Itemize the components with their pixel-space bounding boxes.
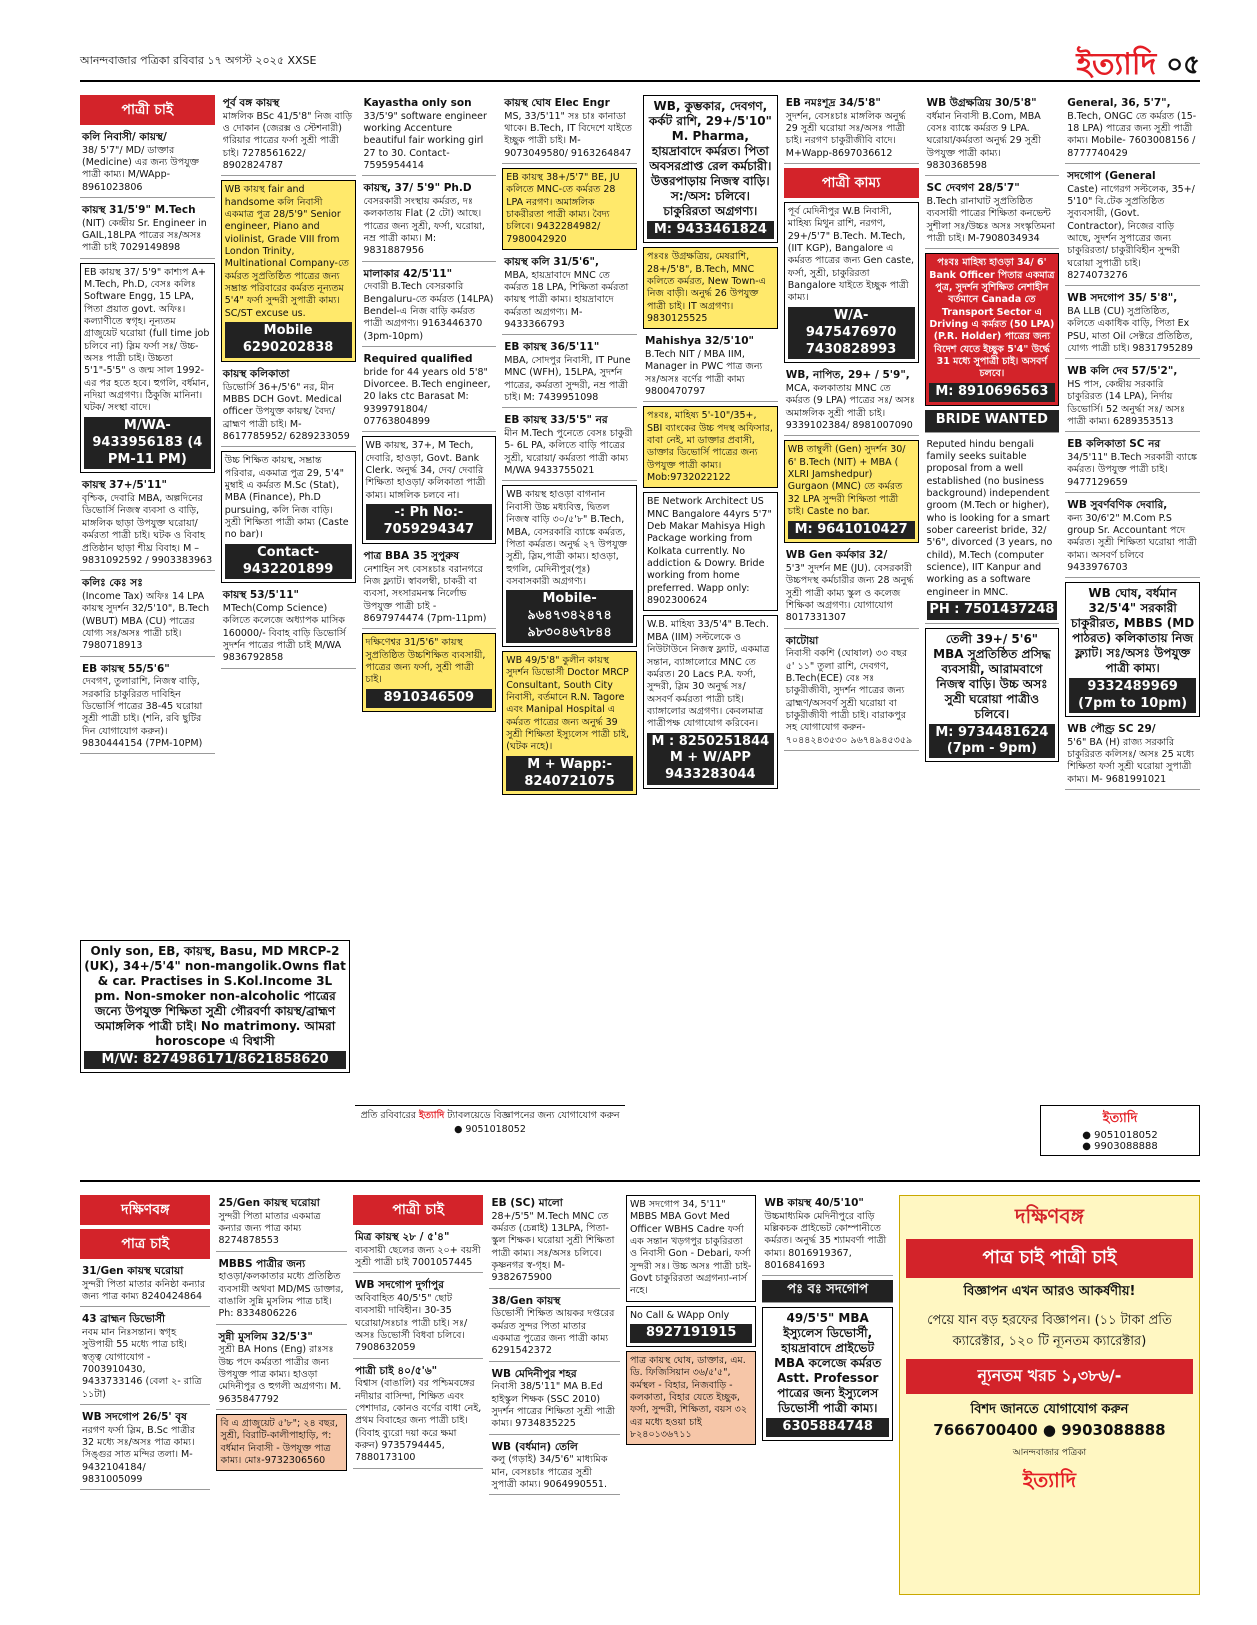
classified-ad bbox=[925, 437, 1060, 624]
ad-heading: Mahishya 32/5'10" bbox=[645, 335, 754, 348]
classified-ad bbox=[502, 485, 637, 646]
ad-text: মীন M.Tech পুনেতে বেসঃ চাকুরী 5- 6L PA, কলিতে বাড়ি পাত্রের সুশ্রী, ঘরোয়া/ কর্মরতা পাত্রী কাম্য M/WA 9433755021 bbox=[504, 428, 633, 477]
ad-text: 5'3" সুদর্শন ME (JU). বেসরকারী উচ্চপদস্থ কর্মচারীর জন্য 28 অনুর্দ্ধ সুশ্রী পাত্রী কাম্য স্কুল ও কলেজ শিক্ষিকা অগ্রগণ্য। যোগাযোগ 8017331307 bbox=[785, 563, 914, 624]
ad-text: সুন্দরী পিতা মাতার কনিষ্ঠা কন্যার জন্য পাত্র কাম্য 8240424864 bbox=[82, 1278, 206, 1302]
ad-heading: General, 36, 5'7", bbox=[1067, 97, 1171, 109]
ad-text: অবিবাহিত 40/5'5" ছোট ব্যবসায়ী দাবিহীন। 30-35 ঘরোয়া/সঃচাঃ পাত্রী চাই। সঃ/অসঃ ডিভোর্সী বিধবা চলিবে। 7908632059 bbox=[354, 1292, 468, 1354]
classified-ad bbox=[1065, 721, 1200, 790]
classified-ad bbox=[784, 547, 919, 628]
ad-heading: WB কলি দেব 57/5'2", bbox=[1067, 365, 1178, 378]
classified-ad bbox=[362, 95, 497, 176]
ad-text: WB, কুম্ভকার, দেবগণ, কর্কট রাশি, 29+/5'10" M. Pharma, হায়দ্রাবাদে কর্মরত। পিতা অবসরপ্রাপ্ত রেল কর্মচারী। উত্তরপাড়ায় নিজস্ব বাড়ি। স:/অস: চলিবে। চাকুরিরতা অগ্রগণ্য। bbox=[648, 99, 772, 218]
ad-heading: 43 ব্রাহ্মন ডিভোর্সী bbox=[82, 1313, 165, 1326]
section-divider bbox=[80, 1180, 1200, 1182]
ad-text: সুদর্শন, বেসঃচাঃ মাঙ্গলিক অনুর্দ্ধ 29 সুশ্রী ঘরোয়া সঃ/অসঃ পাত্রী চাই। নরগণ চাকুরীজীবি বাদে। M+Wapp-8697036612 bbox=[785, 110, 906, 159]
promo-banner: পাত্র চাই পাত্রী চাই bbox=[906, 1239, 1193, 1278]
ad-text: WB তাম্বুলী (Gen) সুদর্শন 30/ 6' B.Tech (NIT) + MBA ( XLRI Jamshedpur) Gurgaon (MNC) তে কর্মরত 32 LPA সুন্দরী শিক্ষিতা পাত্রী চাই। Caste no bar. bbox=[787, 444, 906, 518]
ad-heading: EB কলিকাতা SC নর bbox=[1067, 438, 1161, 451]
promo-logo-small: আনন্দবাজার পত্রিকা bbox=[1012, 1448, 1087, 1458]
section-tag: পাত্রী চাই bbox=[353, 1195, 483, 1225]
ad-text: bride for 44 years old 5'8" Divorcee. B.Tech engineer, 20 laks ctc Barasat M: 9399791804/ 07763804899 bbox=[363, 366, 491, 428]
ad-text: দেবগণ, তুলারাশি, নিজস্ব বাড়ি, সরকারি চাকুরিরত দাবিহিন ডিভোর্সি পাত্রের 38-45 ঘরোয়া সুশ্রী পাত্রী চাই। (শনি, রবি ছুটির দিন যোগাযোগ করুন)। 9830444154 (7PM-10PM) bbox=[82, 676, 203, 749]
ad-heading: WB, নাপিত, 29+ / 5'9", bbox=[785, 369, 910, 382]
classified-ad bbox=[80, 940, 350, 1073]
ad-phone: 8927191915 bbox=[630, 1324, 752, 1343]
column bbox=[1065, 95, 1200, 1165]
column bbox=[502, 95, 637, 1165]
advert-note bbox=[355, 1105, 625, 1135]
classified-ad bbox=[626, 1195, 756, 1302]
section-tag: পাত্রী চাই bbox=[80, 95, 215, 125]
ad-heading: কায়স্থ, 37/ 5'9" Ph.D bbox=[363, 182, 472, 195]
classified-ad bbox=[643, 492, 778, 611]
promo-body: পেয়ে যান বড় হরফের বিজ্ঞাপন। (১১ টাকা প্রতি ক্যারেক্টার, ১২০ টি ন্যূনতম ক্যারেক্টার) bbox=[927, 1313, 1172, 1349]
classified-ad bbox=[1065, 436, 1200, 493]
ad-text: নেশাহিন সৎ বেসঃচাঃ বরানগরে নিজ ফ্ল্যাট। স্বাবলম্বী, চাকরী বা ব্যবসা, সংসারমনস্ক নির্লোভ উপযুক্ত পাত্রী চাই - 8697974474 (7pm-11pm) bbox=[363, 563, 487, 624]
ad-text: 5'6" BA (H) রাজ্য সরকারি চাকুরিরত কলিসঃ/ অসঃ 25 মধ্যে শিক্ষিতা ফর্সা সুশ্রী ঘরোয়া সুপাত্রী কাম্য। M- 9681991021 bbox=[1067, 736, 1194, 785]
ad-heading: EB কায়স্থ 55/5'6" bbox=[82, 662, 170, 675]
column bbox=[362, 95, 497, 1165]
classified-ad bbox=[221, 366, 356, 447]
ad-heading: EB (SC) মালো bbox=[491, 1197, 563, 1209]
ad-text: কন্য 30/6'2" M.Com P.S group Sr. Accountant পদে কর্মরত। সুশ্রী শিক্ষিতা ঘরোয়া পাত্রী কাম্য। অসবর্ণ চলিবে 9433976703 bbox=[1067, 512, 1197, 574]
classified-ad bbox=[80, 575, 215, 656]
classified-ad bbox=[502, 168, 637, 250]
ad-phone: Contact- 9432201899 bbox=[225, 544, 352, 580]
wide-ad-container bbox=[80, 940, 350, 1073]
bottom-section bbox=[80, 1195, 1200, 1595]
masthead-rule bbox=[80, 80, 1200, 82]
classified-ad bbox=[643, 615, 778, 789]
itadi-brand: ইত্যাদি bbox=[1102, 1111, 1138, 1126]
ad-heading: কায়স্থ 53/5'11" bbox=[222, 589, 299, 602]
ad-text: ডিভোর্সি 36+/5'6" নর, মীন MBBS DCH Govt. Medical officer উপযুক্ত কায়স্থ/ বৈদ্য/ ব্রাহ্মণ পাত্রী চাই। M- 8617785952/ 6289233059 bbox=[222, 381, 350, 442]
ad-heading: WB কায়স্থ 40/5'10" bbox=[764, 1197, 864, 1209]
ad-text: EB কায়স্থ 37/ 5'9" কাশ্যপ A+ M.Tech, Ph.D, বেসঃ কলিঃ Software Engg, 15 LPA, পিতা প্রয়াত govt. অফিঃ। কল্যাণীতে স্বগৃহ। নূন্যতম গ্রাজুয়েট ঘরোয়া (full time job চলিবে না) স্লিম ফর্সা সঃ/ উচ্চ-অসঃ পাত্রী চাই। উচ্চতা 5'1"-5'5" ও জন্ম সাল 1992-এর পর হতে হবে। হুগলি, বর্ধমান, নদিয়া অগ্রগণ্য। ঠিকুজি মানিনা। ঘটক/ সংস্থা বাদে। bbox=[84, 266, 210, 414]
classified-ad bbox=[353, 1229, 483, 1273]
ad-text: BA LLB (CU) সুপ্রতিষ্ঠিত, কলিতে একাধিক বাড়ি, পিতা Ex PSU, মাতা Oil সেক্টরে প্রতিষ্ঠিত, যোগ্য পাত্রী চাই। 9831795289 bbox=[1067, 306, 1193, 355]
ad-text: MCA, কলকাতায় MNC তে কর্মরত (9 LPA) পাত্রের সঃ/ অসঃ অমাঙ্গলিক সুশ্রী পাত্রী চাই। 9339102384/ 8981007090 bbox=[785, 383, 915, 432]
promo-title: দক্ষিণবঙ্গ bbox=[1014, 1204, 1084, 1228]
masthead-brand-group bbox=[1076, 40, 1200, 91]
ad-text: বৃশ্চিক, দেবারি MBA, অল্পদিনের ডিভোর্সি নিজস্ব ব্যবসা ও বাড়ি, মাঙ্গলিক ছাড়া উপযুক্ত ঘরোয়া/ কর্মরতা পাত্রী চাই। ঘটক ও বিবাহ প্রতিষ্ঠান ছাড়া শীঘ্র বিবাহ। M – 9831092592 / 9903383963 bbox=[82, 493, 213, 566]
ad-heading: WB Gen কর্মকার 32/ bbox=[785, 549, 888, 562]
ad-text: 38/ 5'7"/ MD/ ডাক্তার (Medicine) এর জন্য উপযুক্ত পাত্রী কাম্য। M/WApp- 8961023806 bbox=[82, 144, 199, 193]
ad-text: ব্যবসায়ী ছেলের জন্য ২০+ বয়সী সুশ্রী পাত্রী চাই 7001057445 bbox=[354, 1244, 481, 1268]
masthead-brand: ইত্যাদি bbox=[1076, 47, 1157, 82]
ad-text: উচ্চমাধ্যমিক মেদিনীপুরে বাড়ি মল্লিকচক প্রাইভেট কোম্পানীতে কর্মরত। অনুর্দ্ধ 35 শ্যামবর্ণা পাত্রী কাম্য। 8016919367, 8016841693 bbox=[764, 1210, 887, 1272]
ad-text: পঃবঃ উগ্রক্ষত্রিয়, মেষরাশি, 28+/5'8", B.Tech, MNC কলিতে কর্মরত, New Town-এ নিজ বাড়ী। অনুর্দ্ধ 26 উপযুক্ত পাত্রী চাই। IT অগ্রগণ্য। 9830125525 bbox=[647, 251, 766, 324]
ad-text: বেসরকারী সংস্থায় কর্মরত, দঃ কলকাতায় Flat (2 টো) আছে। পাত্রের জন্য সুশ্রী, ফর্সা, ঘরোয়া, নম্র পাত্রী কাম্য। M: 9831887956 bbox=[363, 196, 485, 257]
classified-ad bbox=[502, 651, 637, 796]
ad-heading: কায়স্থ 31/5'9" M.Tech bbox=[82, 204, 196, 217]
classified-ad bbox=[80, 129, 215, 198]
column bbox=[643, 95, 778, 1165]
ad-heading: কায়স্থ কলি 31/5'6", bbox=[504, 256, 599, 269]
classified-ad bbox=[489, 1366, 619, 1435]
ad-text: EB কায়স্থ 38+/5'7" BE, JU কলিতে MNC-তে কর্মরত 28 LPA নরগণ। অমাঙ্গলিক চাকরীরতা পাত্রী কাম্য। বৈদ্য চলিবে। 9432284982/ 7980042920 bbox=[506, 172, 620, 245]
classified-ad bbox=[626, 1351, 756, 1445]
classified-ad bbox=[221, 587, 356, 668]
section-tag: পঃ বঃ সদগোপ bbox=[762, 1280, 892, 1303]
classified-ad bbox=[643, 406, 778, 488]
promo-price: ন্যূনতম খরচ ১,৩৮৬/- bbox=[906, 1359, 1193, 1394]
ad-heading: সদগোপ (General bbox=[1067, 170, 1156, 183]
ad-heading: EB কায়স্থ 33/5'5" নর bbox=[504, 414, 608, 427]
ad-heading: Required qualified bbox=[363, 353, 473, 366]
ad-heading: পাত্রী চাই ৪০/৫'৬" bbox=[354, 1364, 438, 1377]
classified-ad bbox=[925, 180, 1060, 249]
ad-heading: WB সদগোপ 26/5' বৃষ bbox=[82, 1411, 187, 1424]
section-tag: পাত্রী কাম্য bbox=[784, 168, 919, 198]
column bbox=[925, 95, 1060, 1165]
classified-ad bbox=[762, 1307, 892, 1440]
ad-heading: WB পৌণ্ড্র SC 29/ bbox=[1067, 722, 1156, 735]
classified-ad bbox=[925, 628, 1060, 763]
classified-ad bbox=[362, 436, 497, 544]
classified-ad bbox=[1065, 497, 1200, 578]
classified-ad bbox=[784, 367, 919, 436]
ad-text: Reputed hindu bengali family seeks suitable proposal from a well established (no business background) independent groom (M.Tech or higher), who is looking for a smart sober careerist bride, 32/ 5'6", divorced (3 years, no child), M.Tech (computer science), IIT Kanpur and working as a software engineer in MNC. bbox=[926, 438, 1053, 598]
classified-ad bbox=[221, 180, 356, 362]
ad-text: সুন্দরী পিতা মাতার একমাত্র কন্যার জন্য পাত্র কাম্য 8274878553 bbox=[218, 1210, 321, 1247]
classified-ad bbox=[80, 1311, 210, 1405]
ad-text: পাত্র কায়স্থ ঘোষ, ডাক্তার, এম. ডি. ফিজিসিয়ান ৩৬/৫'৫", কর্মস্থল - বিহার, নিজবাড়ি - কলকাতা, বিহার যেতে ইচ্ছুক, ফর্সা, সুন্দরী, শিক্ষিতা, বয়স ৩২ এর মধ্যে হওয়া চাই ৮২৪০১৩৬৭১১ bbox=[629, 1354, 748, 1441]
ad-text: Caste) নাগেরগ সল্টলেক, 35+/ 5'10" বি.টেক সুপ্রতিষ্ঠিত সুব্যবসায়ী, (Govt. Contractor), নিজের বাড়ি আছে, সুদর্শন সুপাত্রের জন্য চাকুরিরতা/ চাকুরীবিহীন সুন্দরী ঘরোয়া সুপাত্রী চাই। 8274073276 bbox=[1067, 183, 1195, 282]
ad-text: 28+/5'5" M.Tech MNC তে কর্মরত (চেন্নাই) 13LPA, পিতা-স্কুল শিক্ষক। ঘরোয়া সুশ্রী শিক্ষিতা পাত্রী কাম্য। সঃ/অসঃ চলিবে। কৃষ্ণনগর স্ব-গৃহ। M- 9382675900 bbox=[491, 1210, 615, 1284]
note-brand: ইত্যাদি bbox=[418, 1110, 445, 1121]
ad-heading: কায়স্থ 37+/5'11" bbox=[82, 479, 168, 492]
ad-text: বর্ধমান নিবাসী B.Com, MBA বেসঃ ব্যাঙ্কে কর্মরত 9 LPA. ঘরোয়া/কর্মরতা অনুর্দ্ধ 29 সুশ্রী উপযুক্ত পাত্রী কাম্য। 9830368598 bbox=[926, 110, 1041, 172]
classified-ad bbox=[221, 95, 356, 176]
ad-text: BE Network Architect US MNC Bangalore 44yrs 5'7" Deb Makar Mahisya High Package working from Kolkata currently. No addiction & Dowry. Bride working from home preferred. Wapp only: 8902300624 bbox=[647, 496, 772, 607]
ad-text: Only son, EB, কায়স্থ, Basu, MD MRCP-2 (UK), 34+/5'4" non-mangolik.Owns flat & car. Practises in S.Kol.Income 3L pm. Non-smoker non-alcoholic পাত্রের জন্যে উপযুক্ত শিক্ষিতা সুশ্রী গৌরবর্ণা কায়স্থ/ব্রাহ্মণ অমাঙ্গলিক পাত্রী চাই। No matrimony. আমরা horoscope এ বিশ্বাসী bbox=[84, 944, 346, 1048]
ad-text: দক্ষিণেশ্বর 31/5'6" কায়স্থ সুপ্রতিষ্ঠিত উচ্চশিক্ষিত ব্যবসায়ী, পাত্রের জন্য ফর্সা, সুশ্রী পাত্রী চাই। bbox=[365, 637, 486, 686]
classified-ad bbox=[216, 1256, 346, 1325]
ad-text: কলু (গড়াই) 34/5'6" মাধ্যমিক মান, বেসঃচাঃ পাত্রের সুশ্রী সুপাত্রী কাম্য। 9064990551. bbox=[491, 1454, 608, 1491]
classified-ad bbox=[80, 477, 215, 571]
column bbox=[80, 1195, 210, 1595]
column bbox=[353, 1195, 483, 1595]
ad-phone: PH : 7501437248 bbox=[927, 601, 1058, 620]
ad-phone: M/WA-9433956183 (4 PM-11 PM) bbox=[84, 417, 211, 470]
classified-ad bbox=[80, 1409, 210, 1490]
section-tag: পাত্র চাই bbox=[80, 1229, 210, 1259]
ad-heading: কায়স্থ কলিকাতা bbox=[222, 367, 290, 380]
itadi-phone-2: ● 9903088888 bbox=[1082, 1141, 1158, 1152]
ad-text: MBA, সোদপুর নিবাসী, IT Pune MNC (WFH), 15LPA, সুদর্শন পাত্রের, কর্মরতা সুন্দরী, নম্র পাত্রী চাই। M: 7439951098 bbox=[504, 355, 631, 404]
ad-heading: WB মেদিনীপুর শহর bbox=[491, 1367, 577, 1380]
column bbox=[216, 1195, 346, 1595]
ad-text: মাঙ্গলিক BSc 41/5'8" নিজ বাড়ি ও দোকান (জেরক্স ও স্টেশনারী) গরিয়ার পাত্রের ফর্সা সুশ্রী পাত্রী চাই। 7278561622/ 8902824787 bbox=[222, 110, 352, 172]
ad-heading: WB (বর্ধমান) তেলি bbox=[491, 1440, 578, 1453]
ad-text: 34/5'11" B.Tech সরকারী ব্যাঙ্কে কর্মরত। উপযুক্ত পাত্রী চাই। 9477129659 bbox=[1067, 452, 1197, 488]
classified-ad bbox=[216, 1195, 346, 1252]
ad-text: MBA, হায়দ্রাবাদে MNC তে কর্মরত 18 LPA, শিক্ষিতা কর্মরতা কায়স্থ পাত্রী কাম্য। হায়দ্রাবাদে কর্মরতা অগ্রগণ্য। M-9433366793 bbox=[504, 269, 629, 331]
classified-ad bbox=[1065, 95, 1200, 164]
ad-text: বিশ্বাস (বাঙালি) বর পশ্চিমবঙ্গের নদীয়ার বাসিন্দা, শিক্ষিত এবং পেশাদার, কোনও বর্ণের বাধা নেই, প্রথম বিবাহের জন্য পাত্রী চাই। (বিবাহ ব্যুরো দয়া করে ক্ষমা করুন) 9735794445, 7880173100 bbox=[354, 1378, 482, 1464]
promo-logo: ইত্যাদি bbox=[1022, 1468, 1077, 1492]
classified-ad bbox=[362, 180, 497, 261]
ad-text: নিবাসী বকশি (ঘোষাল) ৩৩ বছর ৫' ১১" তুলা রাশি, দেবগণ, B.Tech(ECE) বেঃ সঃ চাকুরীজীবী, সুদর্শন পাত্রের জন্য ব্রাহ্মণ/অসবর্ণ সুশ্রী ঘরোয়া বা চাকুরীজীবী পাত্রী চাই। বারাকপুর সহ যোগাযোগ করুন- ৭০৪৪২৪৩৫৩০ ৯৬৭৪৯৪৫৩৫৯ bbox=[785, 648, 913, 746]
ad-phone: -: Ph No:- 7059294347 bbox=[366, 504, 493, 540]
classified-ad bbox=[80, 661, 215, 755]
ad-heading: EB নমঃশূদ্র 34/5'8" bbox=[785, 97, 881, 109]
classified-ad bbox=[362, 351, 497, 432]
ad-heading: WB সদগোপ দুর্গাপুর bbox=[354, 1279, 444, 1292]
classified-ad bbox=[925, 253, 1060, 405]
promo-contact: বিশদ জানতে যোগাযোগ করুন bbox=[970, 1402, 1129, 1417]
ad-text: WB সদগোপ 34, 5'11" MBBS MBA Govt Med Officer WBHS Cadre ফর্সা এক সন্তান খড়গপুর চাকুরিরতা ও নিবাসী Gon - Debari, ফর্সা সুন্দরী সঃ। উচ্চ অসঃ পাত্রী চাই- Govt চাকুরিরতা অগ্রগন্যা-নার্স নহে। bbox=[629, 1199, 752, 1297]
classified-ad bbox=[362, 266, 497, 347]
ad-text: ডিভোর্সী শিক্ষিত আয়কর দপ্তরের কর্মরত সুন্দর পিতা মাতার একমাত্র পুত্রের জন্য পাত্রী কাম্য 6291542372 bbox=[491, 1308, 615, 1357]
ad-text: নবম মান নিঃসন্তান। স্বগৃহ সুউপায়ী 55 মধ্যে পাত্র চাই। স্বত্ত্ব যোগাযোগ - 7003910430, 9433733146 (বেলা ২- রাত্রি ১১টা) bbox=[82, 1326, 202, 1400]
ad-text: পঃবঃ, মাহিষ্য 5'-10"/35+, SBI ব্যাংকের উচ্চ পদস্থ অফিসার, বাবা নেই, মা ডাক্তার প্রবাসী, ডাক্তার ডিভোর্সি পাত্রের জন্য উপযুক্ত পাত্রী কাম্য। Mob:9732022122 bbox=[647, 410, 773, 484]
classified-ad bbox=[221, 451, 356, 583]
ad-text: 33/5'9" software engineer working Accenture beautiful fair working girl 27 to 30. Contact- 7595954414 bbox=[363, 110, 487, 172]
ad-text: HS পাস, কেন্দ্রীয় সরকারি চাকুরিরত (14 LPA), নির্দায় ডিভোর্সি। 52 অনুর্দ্ধা সঃ/ অসঃ পাত্রী কাম্য। 6289353513 bbox=[1067, 379, 1185, 428]
itadi-contact-box bbox=[1040, 1105, 1200, 1156]
classified-ad bbox=[762, 1195, 892, 1276]
ad-text: হাওড়া/কলকাতার মধ্যে প্রতিষ্ঠিত ব্যবসায়ী অথবা MD/MS ডাক্তার, বাঙালি সুন্নি মুসলিম পাত্র চাই। Ph: 8334806226 bbox=[218, 1271, 344, 1320]
ad-heading: মিত্র কায়স্থ ২৮ / ৫'৪" bbox=[354, 1231, 450, 1243]
ad-text: (Income Tax) অফিঃ 14 LPA কায়স্থ সুদর্শন 32/5'10", B.Tech (WBUT) MBA (CU) পাত্রের যোগ্য সঃ/অসঃ পাত্রী চাই। 7980718913 bbox=[82, 590, 210, 652]
ad-text: দেবারী B.Tech বেসরকারি Bengaluru-তে কর্মরত (14LPA) Bendel-এ নিজ বাড়ি কর্মরত পাত্রী অগ্রগণ্য। 9163446370 (3pm-10pm) bbox=[363, 281, 494, 342]
page-number: ০৫ bbox=[1166, 49, 1200, 80]
ad-text: তেলী 39+/ 5'6" MBA সুপ্রতিষ্ঠিত প্রসিদ্ধ ব্যবসায়ী, আরামবাগে নিজস্ব বাড়ি। উচ্চ অসঃ সুশ্রী ঘরোয়া পাত্রীও চলিবে। bbox=[933, 631, 1051, 721]
note-pre: প্রতি রবিবারের bbox=[360, 1110, 416, 1121]
column bbox=[489, 1195, 619, 1595]
masthead-dateline: আনন্দবাজার পত্রিকা রবিবার ১৭ অগস্ট ২০২৫ XXSE bbox=[80, 54, 317, 67]
classified-ad bbox=[489, 1439, 619, 1496]
classified-ad bbox=[784, 202, 919, 363]
ad-heading: 31/Gen কায়স্থ ঘরোয়া bbox=[82, 1265, 184, 1277]
ad-heading: পূর্ব বঙ্গ কায়স্থ bbox=[222, 97, 280, 109]
ad-text: W.B. মাহিষ্য 33/5'4" B.Tech. MBA (IIM) সল্টলেকে ও নিউটাউনে নিজস্ব ফ্ল্যাট, একমাত্র সন্তান, ব্যাঙ্গালোরে MNC তে কর্মরত। 20 Lacs P.A. ফর্সা, সুন্দরী, স্লিম 30 অনুর্দ্ধ সঃ/ অসবর্ণ কর্মরতা পাত্রী চাই। ব্যাঙ্গালোর অগ্রগণ্য। কেবলমাত্র পাত্রীপক্ষ যোগাযোগ করিবেন। bbox=[647, 619, 770, 730]
ad-text: WB 49/5'8" কুলীন কায়স্থ সুদর্শন ডিভোর্সী Doctor MRCP Consultant, South City নিবাসী, বর্তমানে R.N. Tagore এবং Manipal Hospital এ কর্মরত পাত্রের জন্য অনুর্দ্ধ 39 সুশ্রী শিক্ষিতা ইস্যুলেস পাত্রী চাই, (ঘটক নহে)। bbox=[506, 654, 630, 753]
column bbox=[762, 1195, 892, 1595]
ad-text: WB কায়স্থ হাওড়া বাগনান নিবাসী উচ্চ মধ্যবিত্ত, দ্বিতল নিজস্ব বাড়ি ৩০/৫'৮" B.Tech, MBA, বেসরকারি ব্যাঙ্কে কর্মরত, পিতা কর্মরত। অনুর্দ্ধ ২৭ উপযুক্ত সুশ্রী, স্লিম,পাত্রী কাম্য। হাওড়া, হুগলি, মেদিনীপুর(পূঃ) বসবাসকারী অগ্রগণ্য। bbox=[506, 489, 627, 587]
ad-heading: MBBS পাত্রীর জন্য bbox=[218, 1257, 306, 1270]
classified-ad bbox=[489, 1195, 619, 1289]
classified-ad bbox=[502, 412, 637, 481]
ad-heading: কাটোয়া bbox=[785, 634, 819, 647]
classified-ad bbox=[353, 1363, 483, 1469]
ad-heading: কলি নিবাসী/ কায়স্থ/ bbox=[82, 131, 167, 143]
classified-ad bbox=[216, 1414, 346, 1471]
ad-text: WB ঘোষ, বর্ধমান 32/5'4" সরকারী চাকুরীরত, MBBS (MD পাঠরত) কলিকাতায় নিজ ফ্ল্যাট। সঃ/অসঃ উপযুক্ত পাত্রী কাম্য। bbox=[1071, 586, 1195, 676]
ad-phone: 6305884748 bbox=[766, 1418, 888, 1436]
ad-heading: WB সদগোপ 35/ 5'8", bbox=[1067, 292, 1178, 305]
classified-ad bbox=[80, 1263, 210, 1307]
classified-ad bbox=[643, 333, 778, 402]
ad-text: 49/5'5" MBA ইস্যুলেস ডিভোর্সী, হায়দ্রাবাদে প্রাইভেট MBA কলেজে কর্মরত Astt. Professor পাত্রের জন্য ইস্যুলেস ডিভোর্সী পাত্রী কাম্য। bbox=[774, 1311, 882, 1416]
column bbox=[784, 95, 919, 1165]
ad-text: নরগণ ফর্সা স্লিম, B.Sc পাত্রীর 32 মধ্যে সঃ/অসঃ পাত্র কাম্য। সিঙ্গুর সাত মন্দির তলা। M- 9432104184/ 9831005099 bbox=[82, 1424, 196, 1486]
ad-text: No Call & WApp Only bbox=[629, 1309, 730, 1321]
masthead bbox=[80, 40, 1200, 95]
itadi-phone-1: ● 9051018052 bbox=[1082, 1130, 1158, 1141]
ad-text: MS, 33/5'11" সঃ চাঃ কানাডা থাকে। B.Tech, IT বিদেশে যাইতে ইচ্ছুক পাত্রী চাই। M- 9073049580/ 9163264847 bbox=[504, 110, 632, 159]
classified-ad bbox=[362, 633, 497, 711]
ad-text: বি এ গ্রাজুয়েট ৫'৮"; ২৪ বছর, সুশ্রী, বিরাটি-কালীপাহাড়ি, প: বর্ধমান নিবাসী - উপযুক্ত পাত্র কাম্য। মোঃ-9732306560 bbox=[220, 1418, 338, 1467]
ad-phone: M : 8250251844 M + W/APP 9433283044 bbox=[647, 733, 774, 786]
ad-heading: WB সুবর্ণবণিক দেবারি, bbox=[1067, 499, 1168, 512]
ad-text: MTech(Comp Science) কলিতে কলেজে অধ্যাপক মাসিক 160000/- বিবাহ বাড়ি ডিভোর্সি সুদর্শন পাত্রের পাত্রী চাই M/WA 9836792858 bbox=[222, 603, 346, 664]
ad-heading: EB কায়স্থ 36/5'11" bbox=[504, 341, 600, 354]
classified-ad bbox=[626, 1306, 756, 1347]
promo-phones: 7666700400 ● 9903088888 bbox=[933, 1421, 1166, 1439]
classified-ad bbox=[502, 254, 637, 335]
note-post: ট্যাবলয়েডে বিজ্ঞাপনের জন্য যোগাযোগ করুন ● 9051018052 bbox=[447, 1110, 620, 1135]
ad-phone: Mobile 6290202838 bbox=[225, 322, 352, 358]
ad-phone: Mobile- ৯৬৪৭৩৪২৪৭৪ ৯৮৩০৪৬৭৮৪৪ bbox=[506, 590, 633, 643]
ad-heading: কলিঃ কেঃ সঃ bbox=[82, 577, 143, 590]
classified-ad bbox=[216, 1329, 346, 1410]
ad-heading: কায়স্থ ঘোষ Elec Engr bbox=[504, 97, 610, 109]
ad-text: নিবাসী 38/5'11" MA B.Ed হাইস্কুল শিক্ষক (SSC 2010) সুদর্শন পাত্রের শিক্ষিতা সুশ্রী পাত্রী কাম্য। 9734835225 bbox=[491, 1381, 616, 1430]
ad-text: পঃবঃ মাহিষ্য হাওড়া 34/ 6' Bank Officer পিতার একমাত্র পুত্র, সুদর্শন সুশিক্ষিত নেশাহীন বর্তমানে Canada তে Transport Sector এ Driving এ কর্মরত (50 LPA) (P.R. Holder) পাত্রের জন্য বিদেশ যেতে ইচ্ছুক 5'4" উর্দ্ধে 31 মধ্যে সুপাত্রী চাই। অসবর্ণ চলবে। bbox=[929, 257, 1055, 380]
ad-heading: Kayastha only son bbox=[363, 97, 472, 109]
ad-phone: M + Wapp:- 8240721075 bbox=[506, 756, 633, 792]
ad-text: B.Tech NIT / MBA IIM, Manager in PWC পাত্র জন্য সঃ/অসঃ বর্ণের পাত্রী কাম্য 9800470797 bbox=[645, 348, 763, 397]
ad-text: উচ্চ শিক্ষিত কায়স্থ, সম্ভ্রান্ত পরিবার, একমাত্র পুত্র 29, 5'4" মুম্বাই এ কর্মরত M.Sc (Stat), MBA (Finance), Ph.D pursuing, কলি নিজ বাড়ি। সুশ্রী শিক্ষিতা পাত্রী কাম্য (Caste no bar)। bbox=[224, 455, 349, 541]
classified-ad bbox=[502, 95, 637, 164]
classified-ad bbox=[784, 95, 919, 164]
ad-phone: 9332489969 (7pm to 10pm) bbox=[1069, 678, 1196, 713]
section-tag: BRIDE WANTED bbox=[925, 410, 1060, 433]
ad-phone: M: 8910696563 bbox=[929, 383, 1056, 402]
classified-ad bbox=[1065, 582, 1200, 717]
ad-phone: M: 9641010427 bbox=[788, 521, 915, 540]
classified-ad bbox=[1065, 290, 1200, 359]
promo-subtitle: বিজ্ঞাপন এখন আরও আকর্ষণীয়! bbox=[963, 1284, 1136, 1299]
ad-text: (NIT) কেন্দ্রীয় Sr. Engineer in GAIL,18LPA পাত্রের সঃ/অসঃ পাত্রী চাই 7029149898 bbox=[82, 217, 207, 254]
ad-phone: W/A- 9475476970 7430828993 bbox=[788, 307, 915, 360]
classified-ad bbox=[362, 548, 497, 629]
ad-text: সুশ্রী BA Hons (Eng) রাঃসঃ উচ্চ পদে কর্মরতা পাত্রীর জন্য উপযুক্ত পাত্র কাম্য। হাওড়া মেদিনীপুর ও হুগলী অগ্রগণ্য। M. 9635847792 bbox=[218, 1344, 342, 1405]
classified-ad bbox=[80, 263, 215, 474]
classified-ad bbox=[1065, 363, 1200, 432]
ad-text: B.Tech রানাঘাট সুপ্রতিষ্ঠিত ব্যবসায়ী পাত্রের শিক্ষিতা কনভেন্ট সুশীলা সঃ/উচ্চঃ অসঃ সংস্কৃতিমনা পাত্রী চাই। M-7908034934 bbox=[926, 196, 1055, 245]
classified-ad bbox=[1065, 168, 1200, 286]
ad-phone: M: 9734481624 (7pm - 9pm) bbox=[929, 724, 1056, 759]
classified-ad bbox=[925, 95, 1060, 176]
ad-phone: 8910346509 bbox=[366, 689, 493, 708]
ad-heading: WB উগ্রক্ষত্রিয় 30/5'8" bbox=[926, 97, 1037, 109]
classified-ad bbox=[80, 202, 215, 259]
classified-ad bbox=[353, 1277, 483, 1358]
ad-text: পূর্ব মেদিনীপুর W.B নিবাসী, মাহিষ্য মিথুন রাশি, নরগণ, 29+/5'7" B.Tech. M.Tech, (IIT KGP), Bangalore এ কর্মরত পাত্রের জন্য Gen caste, ফর্সা, সুশ্রী, চাকুরিরতা Bangalore যাইতে ইচ্ছুক পাত্রী কাম্য। bbox=[787, 206, 915, 304]
section-tag: দক্ষিণবঙ্গ bbox=[80, 1195, 210, 1225]
classified-ad bbox=[784, 633, 919, 751]
ad-text: WB কায়স্থ, 37+, M Tech, দেবারি, হাওড়া, Govt. Bank Clerk. অনুর্দ্ধ 34, দেব/ দেবারি শিক্ষিতা হাওড়া/ কলিকাতা পাত্রী কাম্য। মাঙ্গলিক চলবে না। bbox=[365, 440, 486, 501]
ad-phone: M/W: 8274986171/8621858620 bbox=[84, 1051, 346, 1069]
ad-text: B.Tech, ONGC তে কর্মরত (15-18 LPA) পাত্রের জন্য সুশ্রী পাত্রী কাম্য। Mobile- 7603008156 / 8777740429 bbox=[1067, 110, 1197, 159]
ad-heading: 25/Gen কায়স্থ ঘরোয়া bbox=[218, 1197, 320, 1209]
ad-text: WB কায়স্থ fair and handsome কলি নিবাসী একমাত্র পুত্র 28/5'9" Senior engineer, Piano and violinist, Grade VIII from London Trinity, Multinational Company-তে কর্মরত সুপ্রতিষ্ঠিত পাত্রের জন্য সম্ভ্রান্ত পরিবারের কর্মরত নূন্যতম 5'4" ফর্সা সুন্দরী সুপাত্রী কাম্য। SC/ST excuse us. bbox=[224, 184, 349, 319]
classified-ad bbox=[502, 339, 637, 408]
ad-phone: M: 9433461824 bbox=[647, 221, 774, 239]
classified-ad bbox=[489, 1293, 619, 1362]
ad-heading: 38/Gen কায়স্থ bbox=[491, 1294, 561, 1307]
classified-ad bbox=[784, 440, 919, 543]
ad-heading: মালাকার 42/5'11" bbox=[363, 267, 453, 280]
classified-ad bbox=[643, 95, 778, 243]
ad-heading: পাত্র BBA 35 সুপুরুষ bbox=[363, 549, 460, 562]
ad-heading: SC দেবগণ 28/5'7" bbox=[926, 182, 1020, 195]
ad-heading: সুন্নী মুসলিম 32/5'3" bbox=[218, 1330, 313, 1343]
promo-box bbox=[899, 1195, 1200, 1595]
classified-ad bbox=[643, 247, 778, 329]
column bbox=[626, 1195, 756, 1595]
